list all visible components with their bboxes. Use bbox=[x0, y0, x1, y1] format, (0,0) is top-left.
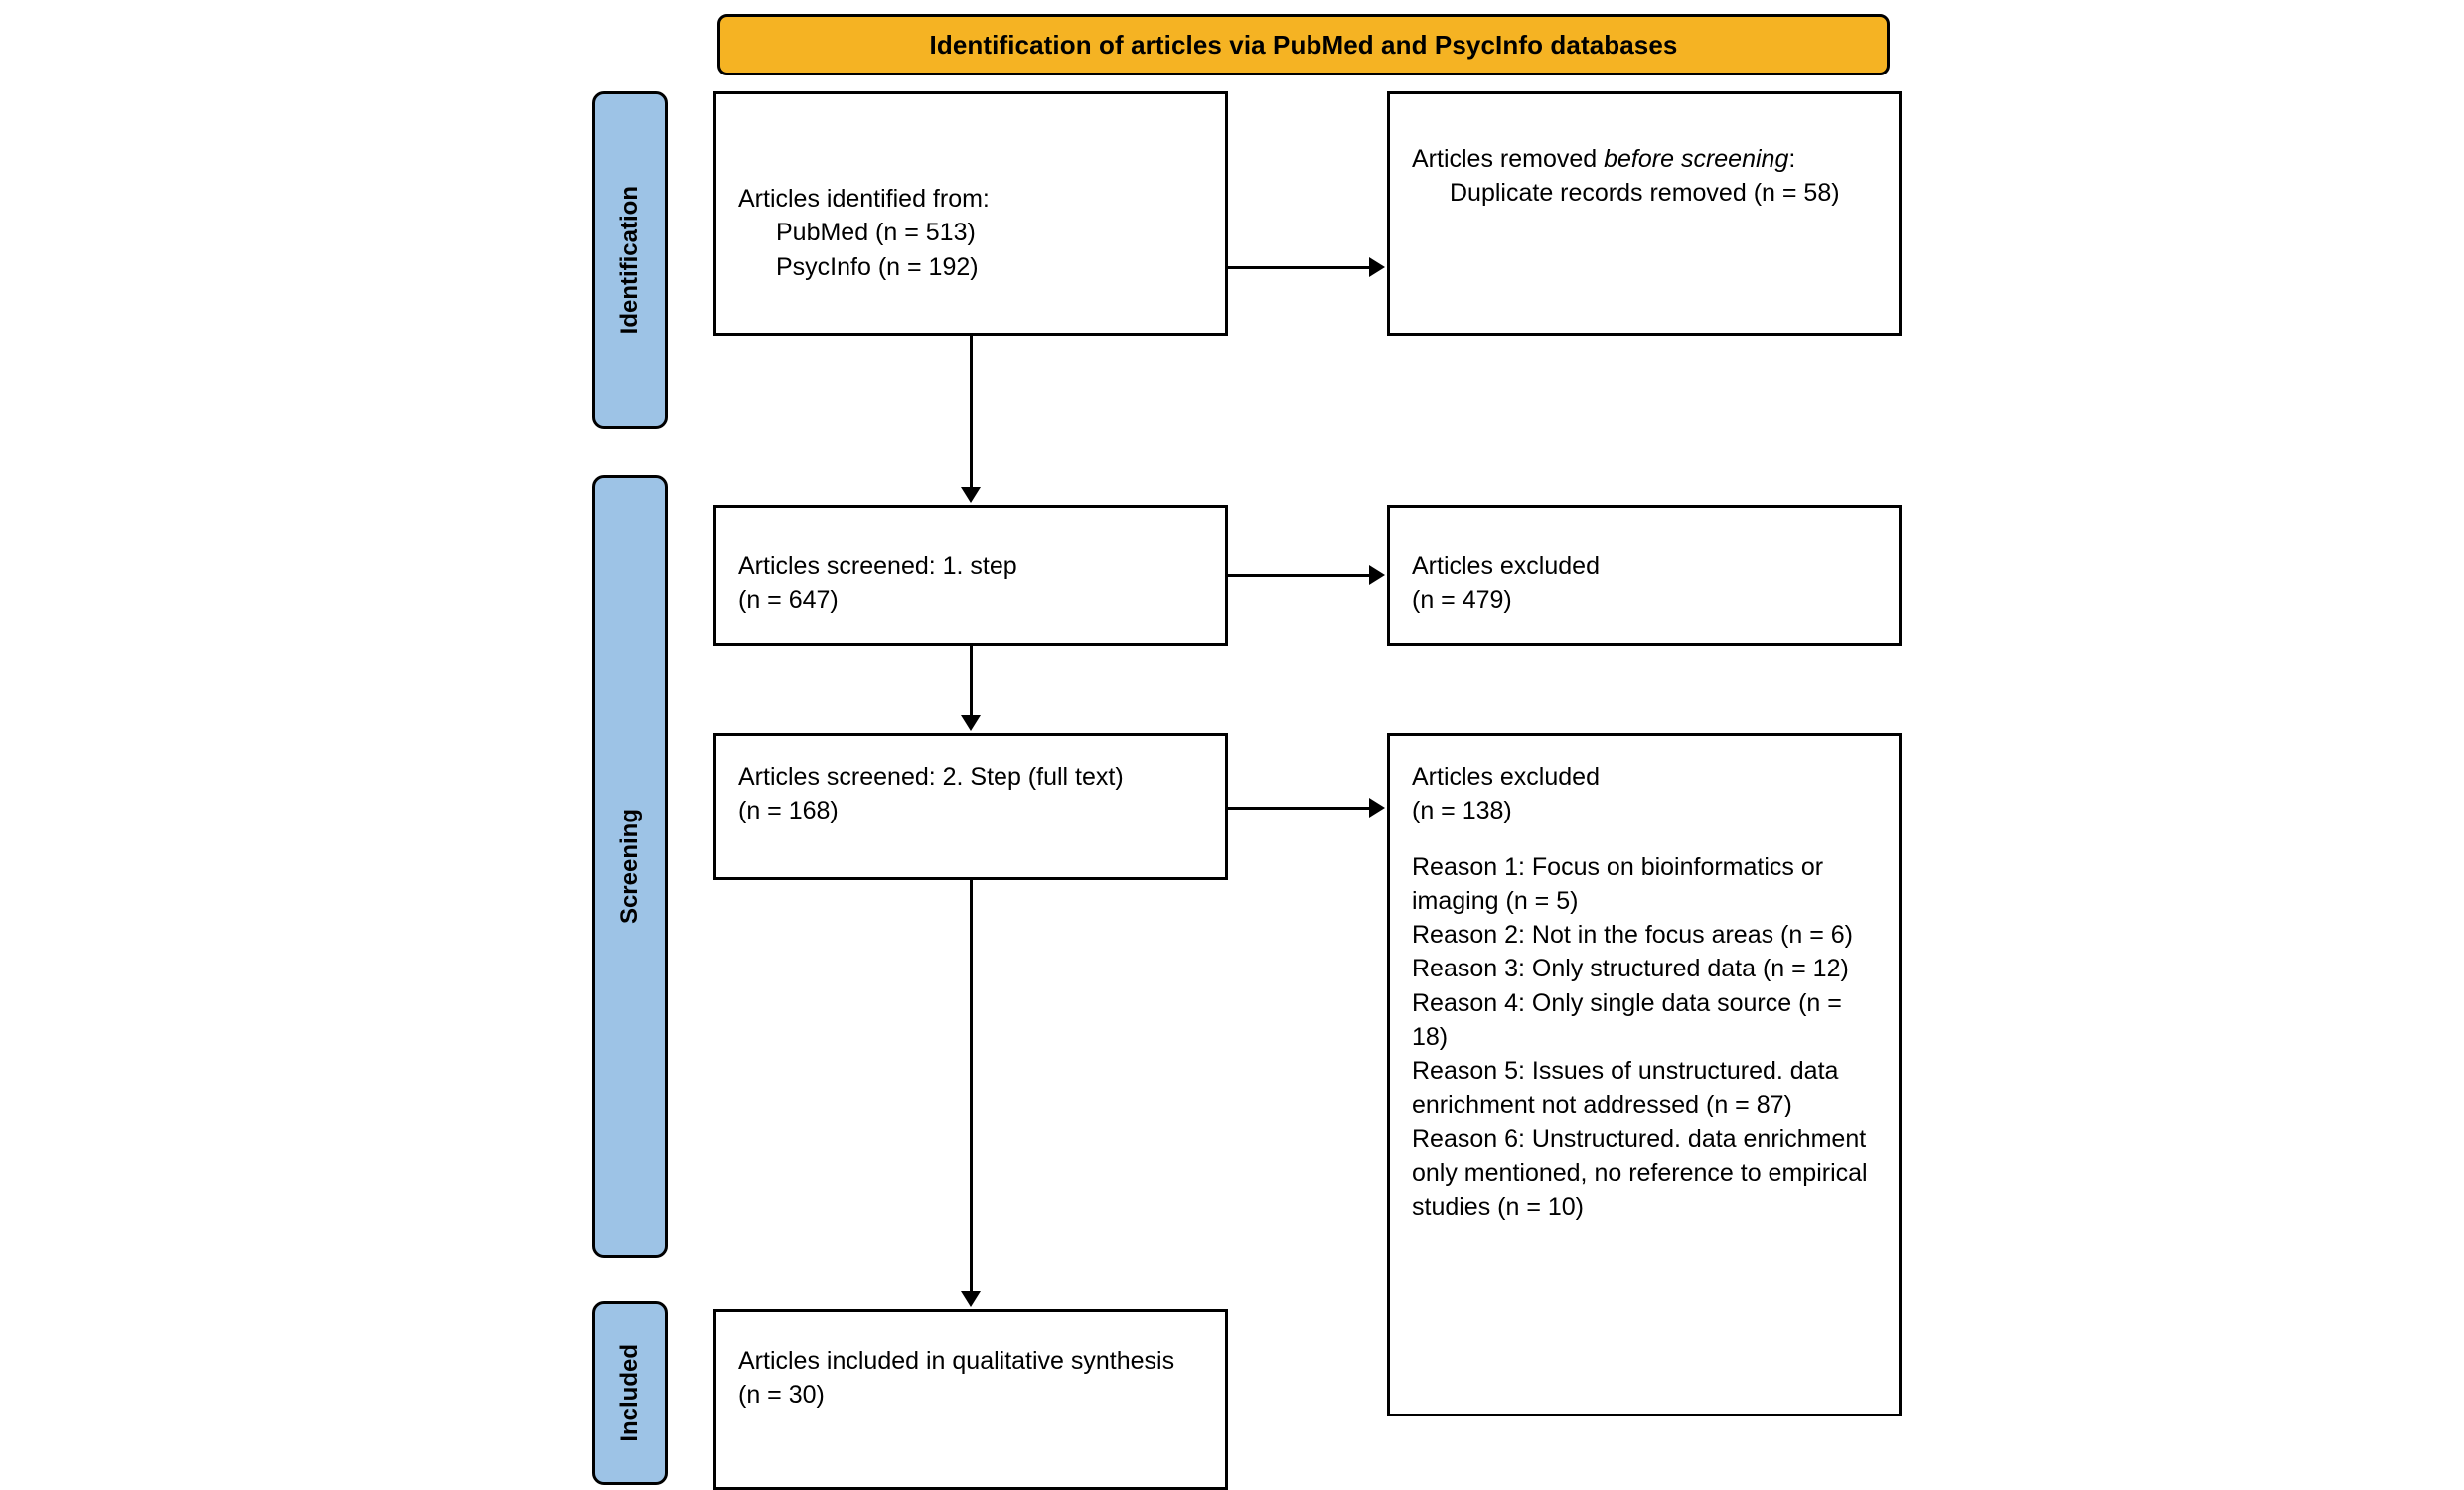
box-articles-excluded-step1-line1: Articles excluded bbox=[1412, 552, 1600, 580]
phase-label-identification-text: Identification bbox=[616, 186, 643, 335]
box-articles-excluded-step2 bbox=[1387, 733, 1902, 1416]
box-articles-excluded-step2-count: (n = 138) bbox=[1412, 797, 1512, 825]
exclusion-reason-3: Reason 3: Only structured data (n = 12) bbox=[1412, 955, 1849, 983]
connector-screened2-to-excluded2 bbox=[1228, 807, 1369, 810]
connector-screened2-to-included bbox=[970, 880, 973, 1291]
arrowhead-screened1-to-screened2 bbox=[961, 715, 981, 731]
box-articles-removed-heading-a: Articles removed bbox=[1412, 145, 1605, 173]
box-articles-screened-step1-line1: Articles screened: 1. step bbox=[738, 552, 1017, 580]
box-articles-screened-step1 bbox=[713, 505, 1228, 646]
box-articles-identified bbox=[713, 91, 1228, 336]
exclusion-reason-5: Reason 5: Issues of unstructured. data enrichment not addressed (n = 87) bbox=[1412, 1057, 1839, 1119]
phase-label-included bbox=[592, 1301, 668, 1485]
box-articles-identified-psycinfo: PsycInfo (n = 192) bbox=[776, 252, 979, 281]
arrowhead-identified-to-removed bbox=[1369, 257, 1385, 277]
connector-screened1-to-excluded1 bbox=[1228, 574, 1369, 577]
box-articles-screened-step2-count: (n = 168) bbox=[738, 797, 839, 825]
connector-identified-to-screened1 bbox=[970, 336, 973, 487]
connector-screened1-to-screened2 bbox=[970, 646, 973, 715]
phase-label-screening bbox=[592, 475, 668, 1258]
arrowhead-screened2-to-excluded2 bbox=[1369, 798, 1385, 818]
phase-label-included-text: Included bbox=[616, 1344, 643, 1442]
connector-identified-to-removed bbox=[1228, 266, 1369, 269]
arrowhead-identified-to-screened1 bbox=[961, 487, 981, 503]
diagram-title: Identification of articles via PubMed and PsycInfo databases bbox=[929, 29, 1678, 60]
box-articles-screened-step1-count: (n = 647) bbox=[738, 586, 839, 615]
box-articles-removed-duplicates: Duplicate records removed (n = 58) bbox=[1450, 179, 1840, 208]
exclusion-reason-6: Reason 6: Unstructured. data enrichment only mentioned, no reference to empirical studies (n = 10) bbox=[1412, 1124, 1868, 1221]
diagram-header-banner bbox=[717, 14, 1890, 75]
exclusion-reason-4: Reason 4: Only single data source (n = 18) bbox=[1412, 988, 1842, 1051]
phase-label-identification bbox=[592, 91, 668, 429]
exclusion-reason-1: Reason 1: Focus on bioinformatics or imaging (n = 5) bbox=[1412, 852, 1824, 915]
box-articles-removed-heading bbox=[1412, 142, 1877, 176]
box-articles-excluded-step1 bbox=[1387, 505, 1902, 646]
arrowhead-screened2-to-included bbox=[961, 1291, 981, 1307]
box-articles-screened-step2 bbox=[713, 733, 1228, 880]
box-articles-identified-pubmed: PubMed (n = 513) bbox=[776, 219, 976, 247]
box-articles-excluded-step1-count: (n = 479) bbox=[1412, 586, 1512, 615]
box-articles-excluded-step2-line1: Articles excluded bbox=[1412, 763, 1600, 791]
box-articles-screened-step2-line1: Articles screened: 2. Step (full text) bbox=[738, 763, 1124, 791]
box-articles-removed-heading-em: before screening bbox=[1604, 145, 1789, 173]
box-articles-included-line1: Articles included in qualitative synthesis bbox=[738, 1347, 1175, 1375]
box-articles-included-count: (n = 30) bbox=[738, 1381, 825, 1410]
box-articles-removed-heading-c: : bbox=[1788, 145, 1796, 173]
spacer bbox=[1412, 828, 1877, 850]
box-articles-identified-line1: Articles identified from: bbox=[738, 185, 990, 213]
arrowhead-screened1-to-excluded1 bbox=[1369, 565, 1385, 585]
box-articles-removed bbox=[1387, 91, 1902, 336]
phase-label-screening-text: Screening bbox=[616, 808, 643, 925]
exclusion-reason-2: Reason 2: Not in the focus areas (n = 6) bbox=[1412, 921, 1853, 949]
box-articles-included bbox=[713, 1309, 1228, 1490]
